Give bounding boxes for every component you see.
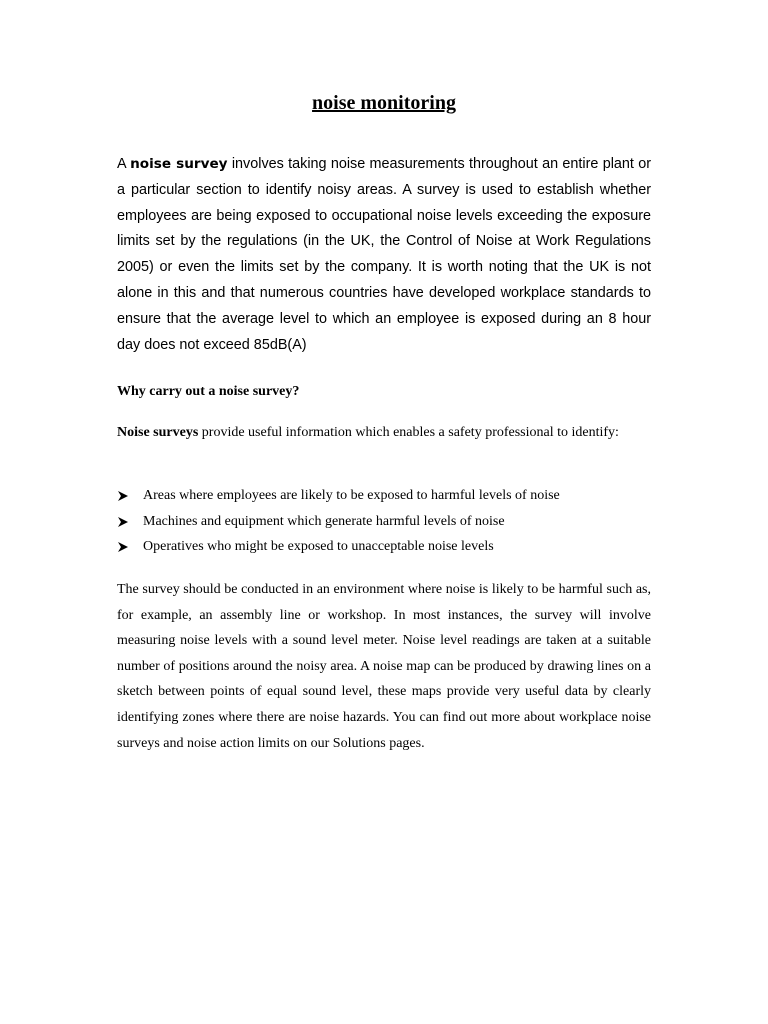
- list-item: [117, 536, 651, 562]
- arrow-icon: [117, 541, 129, 553]
- survey-term: Noise surveys: [117, 425, 199, 440]
- page-title: noise monitoring: [312, 92, 456, 114]
- survey-text: provide useful information which enables a safety professional to identify:: [198, 425, 619, 440]
- list-item: [117, 485, 651, 511]
- list-item: [117, 511, 651, 537]
- intro-lead: A: [117, 156, 131, 172]
- arrow-icon: [117, 516, 129, 528]
- list-item-text: Machines and equipment which generate harmful levels of noise: [143, 513, 505, 529]
- bullet-list: [117, 485, 651, 562]
- intro-term: noise survey: [130, 156, 228, 172]
- arrow-icon: [117, 490, 129, 502]
- intro-text: involves taking noise measurements throughout an entire plant or a particular section to identify noisy areas. A survey is used to establish whether employees are being exposed to occupational noise levels exceeding the exposure limits set by the regulations (in the UK, the Control of Noise at Work Regulations 2005) or even the limits set by the company. It is worth noting that the UK is not alone in this and that numerous countries have developed workplace standards to ensure that the average level to which an employee is exposed during an 8 hour day does not exceed 85dB(A): [117, 156, 651, 353]
- survey-paragraph: [117, 420, 651, 446]
- list-item-text: Areas where employees are likely to be exposed to harmful levels of noise: [143, 488, 560, 503]
- section-heading: Why carry out a noise survey?: [117, 384, 300, 399]
- list-item-text: Operatives who might be exposed to unacceptable noise levels: [143, 539, 494, 554]
- intro-paragraph: [117, 152, 651, 358]
- method-paragraph: The survey should be conducted in an environment where noise is likely to be harmful such as, for example, an assembly line or workshop. In most instances, the survey will involve measuring noise levels with a sound level meter. Noise level readings are taken at a suitable number of positions around the noisy area. A noise map can be produced by drawing lines on a sketch between points of equal sound level, these maps provide very useful data by clearly identifying zones where there are noise hazards. You can find out more about workplace noise surveys and noise action limits on our Solutions pages.: [117, 582, 651, 751]
